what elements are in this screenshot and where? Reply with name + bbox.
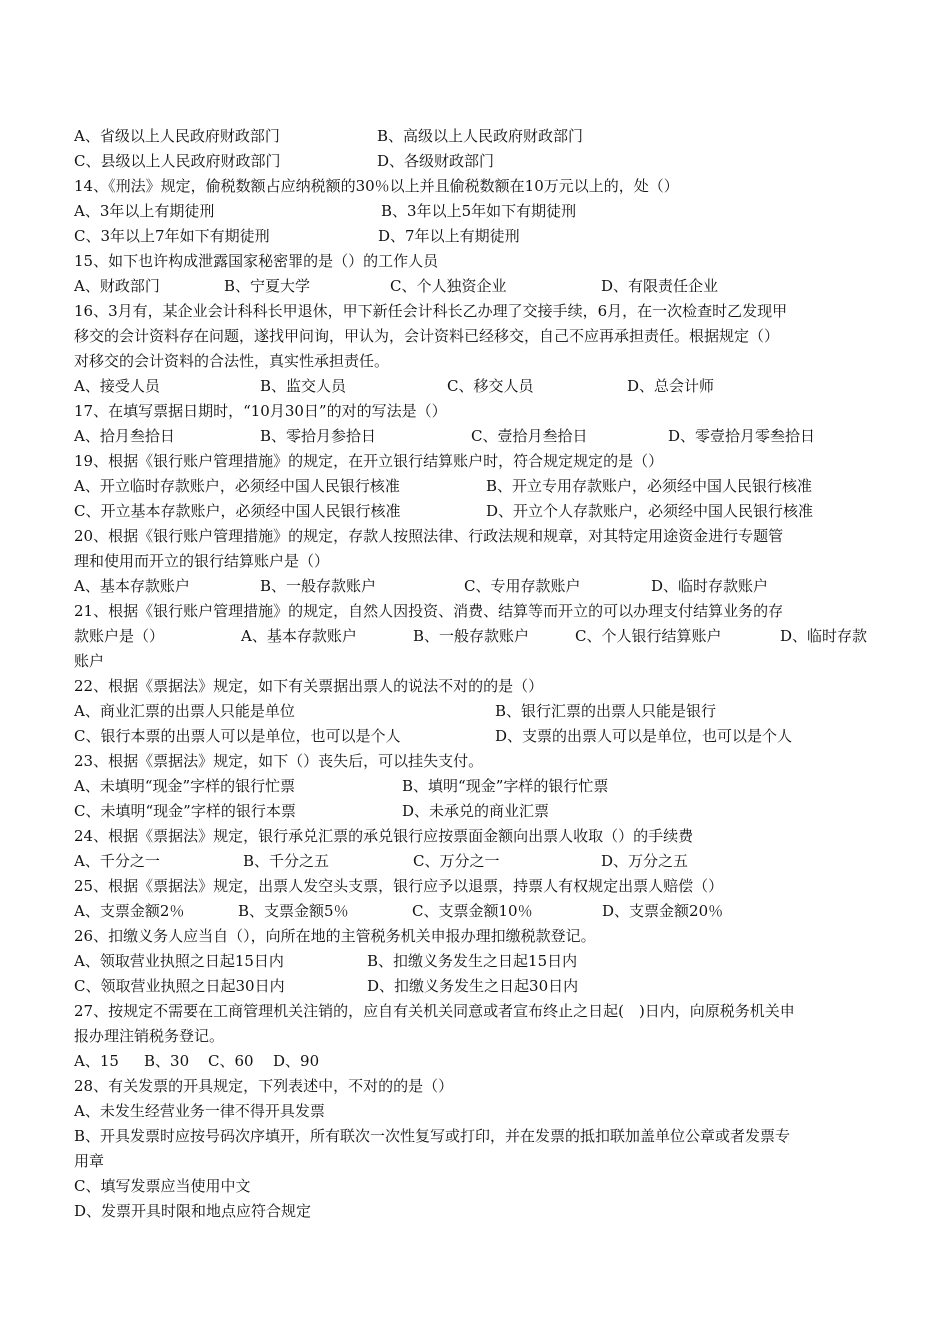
option-a: A、商业汇票的出票人只能是单位: [74, 702, 295, 720]
q26-options-cd: [0, 974, 950, 999]
question-21-stem-end: 款账户是（）: [74, 627, 165, 645]
question-14: 14、《刑法》规定，偷税数额占应纳税额的30％以上并且偷税数额在10万元以上的，处（）: [74, 177, 679, 195]
option-d: D、万分之五: [601, 852, 689, 870]
option-c: C、壹拾月叁拾日: [471, 427, 588, 445]
option-d: D、支票金额20％: [602, 902, 724, 920]
question-16-line-2: 移交的会计资料存在问题，遂找甲问询，甲认为，会计资料已经移交，自己不应再承担责任。根据规定（）: [74, 327, 780, 345]
q27-options: [0, 1049, 950, 1074]
option-b: B、填明“现金”字样的银行忙票: [402, 777, 609, 795]
option-b: B、扣缴义务发生之日起15日内: [367, 952, 578, 970]
question-26: 26、扣缴义务人应当自（），向所在地的主管税务机关申报办理扣缴税款登记。: [74, 927, 596, 945]
q22-options-cd: [0, 724, 950, 749]
option-b: B、一般存款账户: [413, 627, 530, 645]
question-24: 24、根据《票据法》规定，银行承兑汇票的承兑银行应按票面金额向出票人收取（）的手续费: [74, 827, 694, 845]
option-d: D、零壹拾月零叁拾日: [668, 427, 816, 445]
question-25: 25、根据《票据法》规定，出票人发空头支票，银行应予以退票，持票人有权规定出票人赔偿（）: [74, 877, 724, 895]
question-21-line-1: 21、根据《银行账户管理措施》的规定，自然人因投资、消费、结算等而开立的可以办理支付结算业务的存: [74, 602, 784, 620]
option-a: A、财政部门: [74, 277, 160, 295]
question-20-line-2: 理和使用而开立的银行结算账户是（）: [74, 552, 330, 570]
option-b: B、高级以上人民政府财政部门: [377, 127, 584, 145]
option-d: D、临时存款: [780, 627, 868, 645]
option-b: B、监交人员: [260, 377, 347, 395]
option-c: C、县级以上人民政府财政部门: [74, 152, 281, 170]
option-c: C、专用存款账户: [464, 577, 581, 595]
option-b: B、千分之五: [243, 852, 330, 870]
question-16-line-1: 16、3月有，某企业会计科科长甲退休，甲下新任会计科长乙办理了交接手续，6月，在一次检查时乙发现甲: [74, 302, 788, 320]
option-d: D、各级财政部门: [377, 152, 495, 170]
option-a: A、接受人员: [74, 377, 160, 395]
q13-options-ab: [0, 124, 950, 149]
option-c: C、个人银行结算账户: [575, 627, 722, 645]
q28-option-c: C、填写发票应当使用中文: [74, 1177, 251, 1195]
option-c: C、开立基本存款账户，必须经中国人民银行核准: [74, 502, 401, 520]
option-a: A、3年以上有期徒刑: [74, 202, 215, 220]
option-a: A、开立临时存款账户，必须经中国人民银行核准: [74, 477, 400, 495]
q14-options-cd: [0, 224, 950, 249]
question-17: 17、在填写票据日期时，“10月30日”的对的写法是（）: [74, 402, 447, 420]
question-27-line-2: 报办理注销税务登记。: [74, 1027, 225, 1045]
option-d: D、总会计师: [627, 377, 715, 395]
option-d: D、临时存款账户: [651, 577, 769, 595]
question-28: 28、有关发票的开具规定，下列表述中，不对的的是（）: [74, 1077, 454, 1095]
option-a: A、支票金额2％: [74, 902, 185, 920]
question-16-line-3: 对移交的会计资料的合法性，真实性承担责任。: [74, 352, 390, 370]
q28-option-a: A、未发生经营业务一律不得开具发票: [74, 1102, 325, 1120]
q23-options-cd: [0, 799, 950, 824]
q13-options-cd: [0, 149, 950, 174]
option-b: B、宁夏大学: [224, 277, 311, 295]
q15-options: [0, 274, 950, 299]
option-d: D、扣缴义务发生之日起30日内: [367, 977, 579, 995]
option-b: B、3年以上5年如下有期徒刑: [381, 202, 577, 220]
q28-option-b-line-1: B、开具发票时应按号码次序填开，所有联次一次性复写或打印，并在发票的抵扣联加盖单位公章或者发票专: [74, 1127, 791, 1145]
option-a: A、拾月叁拾日: [74, 427, 175, 445]
option-d: D、90: [273, 1052, 320, 1070]
q22-options-ab: [0, 699, 950, 724]
question-22: 22、根据《票据法》规定，如下有关票据出票人的说法不对的的是（）: [74, 677, 544, 695]
option-c: C、60: [208, 1052, 254, 1070]
q28-option-d: D、发票开具时限和地点应符合规定: [74, 1202, 312, 1220]
option-d: D、未承兑的商业汇票: [402, 802, 550, 820]
option-b: B、一般存款账户: [260, 577, 377, 595]
q26-options-ab: [0, 949, 950, 974]
question-27-line-1: 27、按规定不需要在工商管理机关注销的，应自有关机关同意或者宣布终止之日起( )日内，向原税务机关申: [74, 1002, 795, 1020]
question-20-line-1: 20、根据《银行账户管理措施》的规定，存款人按照法律、行政法规和规章，对其特定用途资金进行专题管: [74, 527, 784, 545]
option-c: C、3年以上7年如下有期徒刑: [74, 227, 270, 245]
option-c: C、未填明“现金”字样的银行本票: [74, 802, 296, 820]
option-c: C、万分之一: [413, 852, 500, 870]
option-d: D、支票的出票人可以是单位，也可以是个人: [495, 727, 793, 745]
option-c: C、领取营业执照之日起30日内: [74, 977, 285, 995]
option-d: D、7年以上有期徒刑: [378, 227, 520, 245]
q23-options-ab: [0, 774, 950, 799]
q25-options: [0, 899, 950, 924]
option-c: C、支票金额10％: [412, 902, 533, 920]
q16-options: [0, 374, 950, 399]
q24-options: [0, 849, 950, 874]
question-23: 23、根据《票据法》规定，如下（）丧失后，可以挂失支付。: [74, 752, 484, 770]
option-b: B、零拾月参拾日: [260, 427, 377, 445]
question-19: 19、根据《银行账户管理措施》的规定，在开立银行结算账户时，符合规定规定的是（）: [74, 452, 664, 470]
option-c: C、个人独资企业: [390, 277, 507, 295]
option-b: B、30: [144, 1052, 190, 1070]
q19-options-ab: [0, 474, 950, 499]
option-c: C、移交人员: [447, 377, 534, 395]
q14-options-ab: [0, 199, 950, 224]
option-a: A、未填明“现金”字样的银行忙票: [74, 777, 296, 795]
question-15: 15、如下也许构成泄露国家秘密罪的是（）的工作人员: [74, 252, 439, 270]
q28-option-b-line-2: 用章: [74, 1152, 105, 1170]
q19-options-cd: [0, 499, 950, 524]
option-b: B、开立专用存款账户，必须经中国人民银行核准: [486, 477, 813, 495]
question-21-line-3: 账户: [74, 652, 105, 670]
option-d: D、有限责任企业: [601, 277, 719, 295]
option-d: D、开立个人存款账户，必须经中国人民银行核准: [486, 502, 814, 520]
option-c: C、银行本票的出票人可以是单位，也可以是个人: [74, 727, 401, 745]
q20-options: [0, 574, 950, 599]
option-a: A、省级以上人民政府财政部门: [74, 127, 280, 145]
option-a: A、千分之一: [74, 852, 160, 870]
option-a: A、领取营业执照之日起15日内: [74, 952, 284, 970]
option-a: A、15: [74, 1052, 119, 1070]
option-b: B、银行汇票的出票人只能是银行: [495, 702, 717, 720]
option-a: A、基本存款账户: [241, 627, 357, 645]
option-b: B、支票金额5％: [238, 902, 349, 920]
question-21-line-2: [0, 624, 950, 649]
q17-options: [0, 424, 950, 449]
option-a: A、基本存款账户: [74, 577, 190, 595]
